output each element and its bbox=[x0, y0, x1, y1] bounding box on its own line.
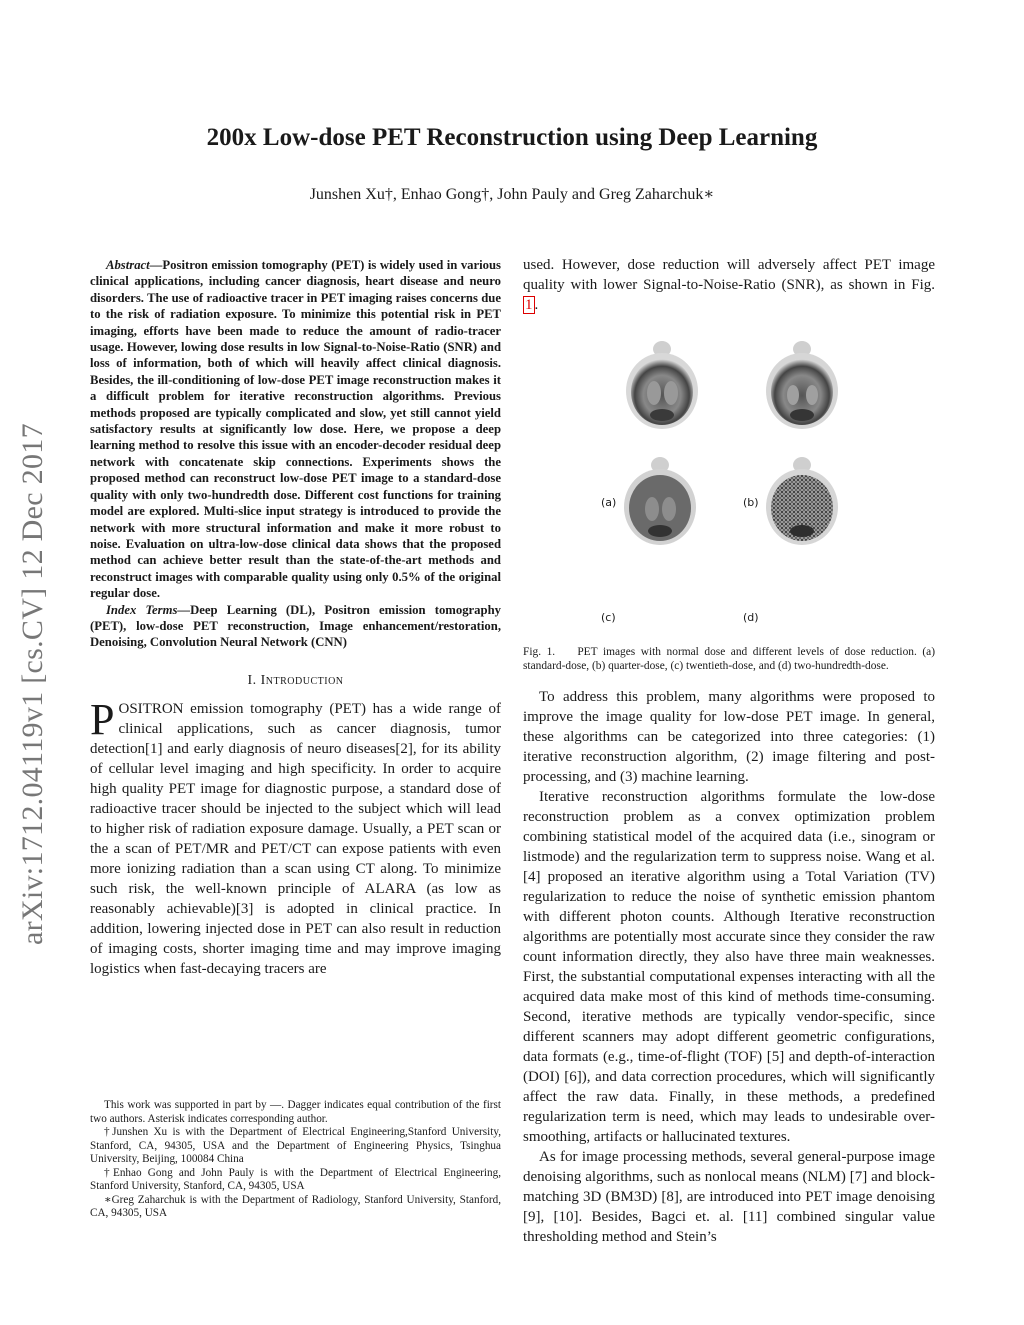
body-paragraph-2: Iterative reconstruction algorithms formulate the low-dose reconstruction problem as a convex optimization problem combining statistical model of the acquired data (i.e., sinogram or listmode) and the regularization term to suppress noise. Wang et al. [4] proposed an iterative algorithm using a Total Variation (TV) regularization to reduce the noise of synthetic emission phantom with different photon counts. Although Iterative reconstruction algorithms are potentially most accurate since they consider the raw count information directly, they also have three main weaknesses. First, the substantial computational expenses interacting with all the acquired data make most of this kind of methods time-consuming. Second, iterative methods are typically vendor-specific, since different scanners may adopt different geometric configurations, data formats (e.g., time-of-flight (TOF) [5] and depth-of-interaction (DOI) [6]), and data correction procedures, which will significantly affect the raw data. Finally, in these methods, a predefined regularization term is need, which may leads to undesirable over-smoothing, artifacts or hallucinated textures. bbox=[523, 789, 935, 1145]
index-terms-text: Deep Learning (DL), Positron emission tomography (PET), low-dose PET reconstruction, Image enhancement/restoration, Denoising, Convolution Neural Network (CNN) bbox=[90, 602, 501, 650]
footnote-author-gong-pauly: †Enhao Gong and John Pauly is with the Department of Electrical Engineering, Stanford University, Stanford, CA, 94305, USA bbox=[90, 1166, 501, 1192]
pet-image-standard-dose bbox=[621, 335, 703, 431]
pet-image-two-hundredth-dose bbox=[761, 451, 843, 547]
abstract bbox=[90, 257, 501, 602]
paper-title: 200x Low-dose PET Reconstruction using Deep Learning bbox=[206, 124, 818, 151]
continuation-end: . bbox=[534, 297, 539, 313]
body-paragraph-3: As for image processing methods, several general-purpose image denoising algorithms, such as nonlocal means (NLM) [7] and block-matching 3D (BM3D) [8], are introduced into PET image denoising [9], [10]. Besides, Bagci et. al. [11] combined singular value thresholding method and Stein’s bbox=[523, 1149, 935, 1245]
arxiv-identifier: arXiv:1712.04119v1 [cs.CV] 12 Dec 2017 bbox=[16, 423, 49, 945]
abstract-label: Abstract— bbox=[106, 258, 163, 272]
pet-image-quarter-dose bbox=[761, 335, 843, 431]
left-column bbox=[90, 257, 501, 979]
figure-caption bbox=[523, 645, 935, 673]
drop-cap: P bbox=[90, 694, 115, 744]
author-list: Junshen Xu†, Enhao Gong†, John Pauly and Greg Zaharchuk∗ bbox=[309, 186, 715, 203]
figure-label-b: (b) bbox=[743, 496, 759, 509]
footnote-author-xu: †Junshen Xu is with the Department of Electrical Engineering,Stanford University, Stanford, CA, 94305, USA and the Department of Engineering Physics, Tsinghua University, Beijing, 100084 China bbox=[90, 1126, 501, 1165]
index-terms-label: Index Terms— bbox=[106, 602, 191, 617]
section-title: Introduction bbox=[260, 672, 344, 688]
figure-label-c: (c) bbox=[601, 611, 616, 624]
abstract-text: Positron emission tomography (PET) is widely used in various clinical applications, including cancer diagnosis, heart disease and neuro disorders. The use of radioactive tracer in PET imaging raises concerns due to the risk of radiation exposure. To minimize this potential risk in PET imaging, efforts have been made to reduce the amount of radio-tracer usage. However, lowing dose results in low Signal-to-Noise-Ratio (SNR) and loss of information, both of which will heavily affect clinical diagnosis. Besides, the ill-conditioning of low-dose PET image reconstruction makes it a difficult problem for iterative reconstruction algorithms. Previous methods proposed are typically complicated and slow, yet still cannot yield satisfactory results at significantly low dose. Here, we propose a deep learning method to resolve this issue with an encoder-decoder residual deep network with concatenate skip connections. Experiments shows the proposed method can reconstruct low-dose PET image to a standard-dose quality with only two-hundredth dose. Different cost functions for training model are explored. Multi-slice input strategy is introduced to provide the network with more structural information and make it more robust to noise. Evaluation on ultra-low-dose clinical data shows that the proposed method can achieve better result than the state-of-the-art methods and reconstruct images with comparable quality using only 0.5% of the original regular dose. bbox=[90, 258, 501, 601]
continuation-text: used. However, dose reduction will adversely affect PET image quality with lower Signal-to-Noise-Ratio (SNR), as shown in Fig. bbox=[523, 257, 935, 293]
figure-reference-link[interactable]: 1 bbox=[525, 297, 533, 313]
right-column bbox=[523, 255, 935, 1247]
first-word-rest: OSITRON bbox=[118, 700, 184, 717]
arxiv-sidebar-stamp bbox=[16, 423, 60, 989]
figure-label-d: (d) bbox=[743, 611, 759, 624]
figure-label-a: (a) bbox=[601, 496, 617, 509]
continuation-paragraph bbox=[523, 255, 935, 315]
footnotes bbox=[90, 1099, 501, 1221]
pet-image-twentieth-dose bbox=[619, 451, 701, 547]
footnote-author-zaharchuk: ∗Greg Zaharchuk is with the Department of Radiology, Stanford University, Stanford, CA, 94305, USA bbox=[90, 1193, 501, 1219]
section-number: I. bbox=[247, 672, 257, 688]
index-terms bbox=[90, 602, 501, 651]
body-paragraph-1: To address this problem, many algorithms were proposed to improve the image quality for low-dose PET image. In general, these algorithms can be categorized into three categories: (1) iterative reconstruction algorithm, (2) image filtering and post-processing, and (3) machine learning. bbox=[523, 689, 935, 785]
intro-text: emission tomography (PET) has a wide range of clinical applications, such as cancer diagnosis, tumor detection[1] and early diagnosis of neuro diseases[2], for its ability of cellular level imaging and high specificity. In order to acquire high quality PET image for diagnostic purpose, a standard dose of radioactive tracer should be injected to the subject which will lead to higher risk of radiation exposure damage. Usually, a PET scan or the a scan of PET/MR and PET/CT can expose patients with even more ionizing radiation than a scan using CT along. To minimize such risk, the well-known principle of ALARA (as low as reasonably achievable)[3] is adopted in clinical practice. In addition, lowering injected dose in PET can also result in reduction of imaging costs, shorter imaging time and may improve imaging logistics when fast-decaying tracers are bbox=[90, 700, 501, 977]
intro-paragraph bbox=[90, 694, 501, 979]
section-heading bbox=[90, 673, 501, 689]
footnote-funding: This work was supported in part by —. Dagger indicates equal contribution of the first two authors. Asterisk indicates corresponding author. bbox=[90, 1099, 501, 1125]
figure-1 bbox=[523, 321, 935, 645]
caption-label: Fig. 1. bbox=[523, 646, 556, 658]
caption-text: PET images with normal dose and different levels of dose reduction. (a) standard-dose, (b) quarter-dose, (c) twentieth-dose, and (d) two-hundredth-dose. bbox=[523, 646, 935, 672]
